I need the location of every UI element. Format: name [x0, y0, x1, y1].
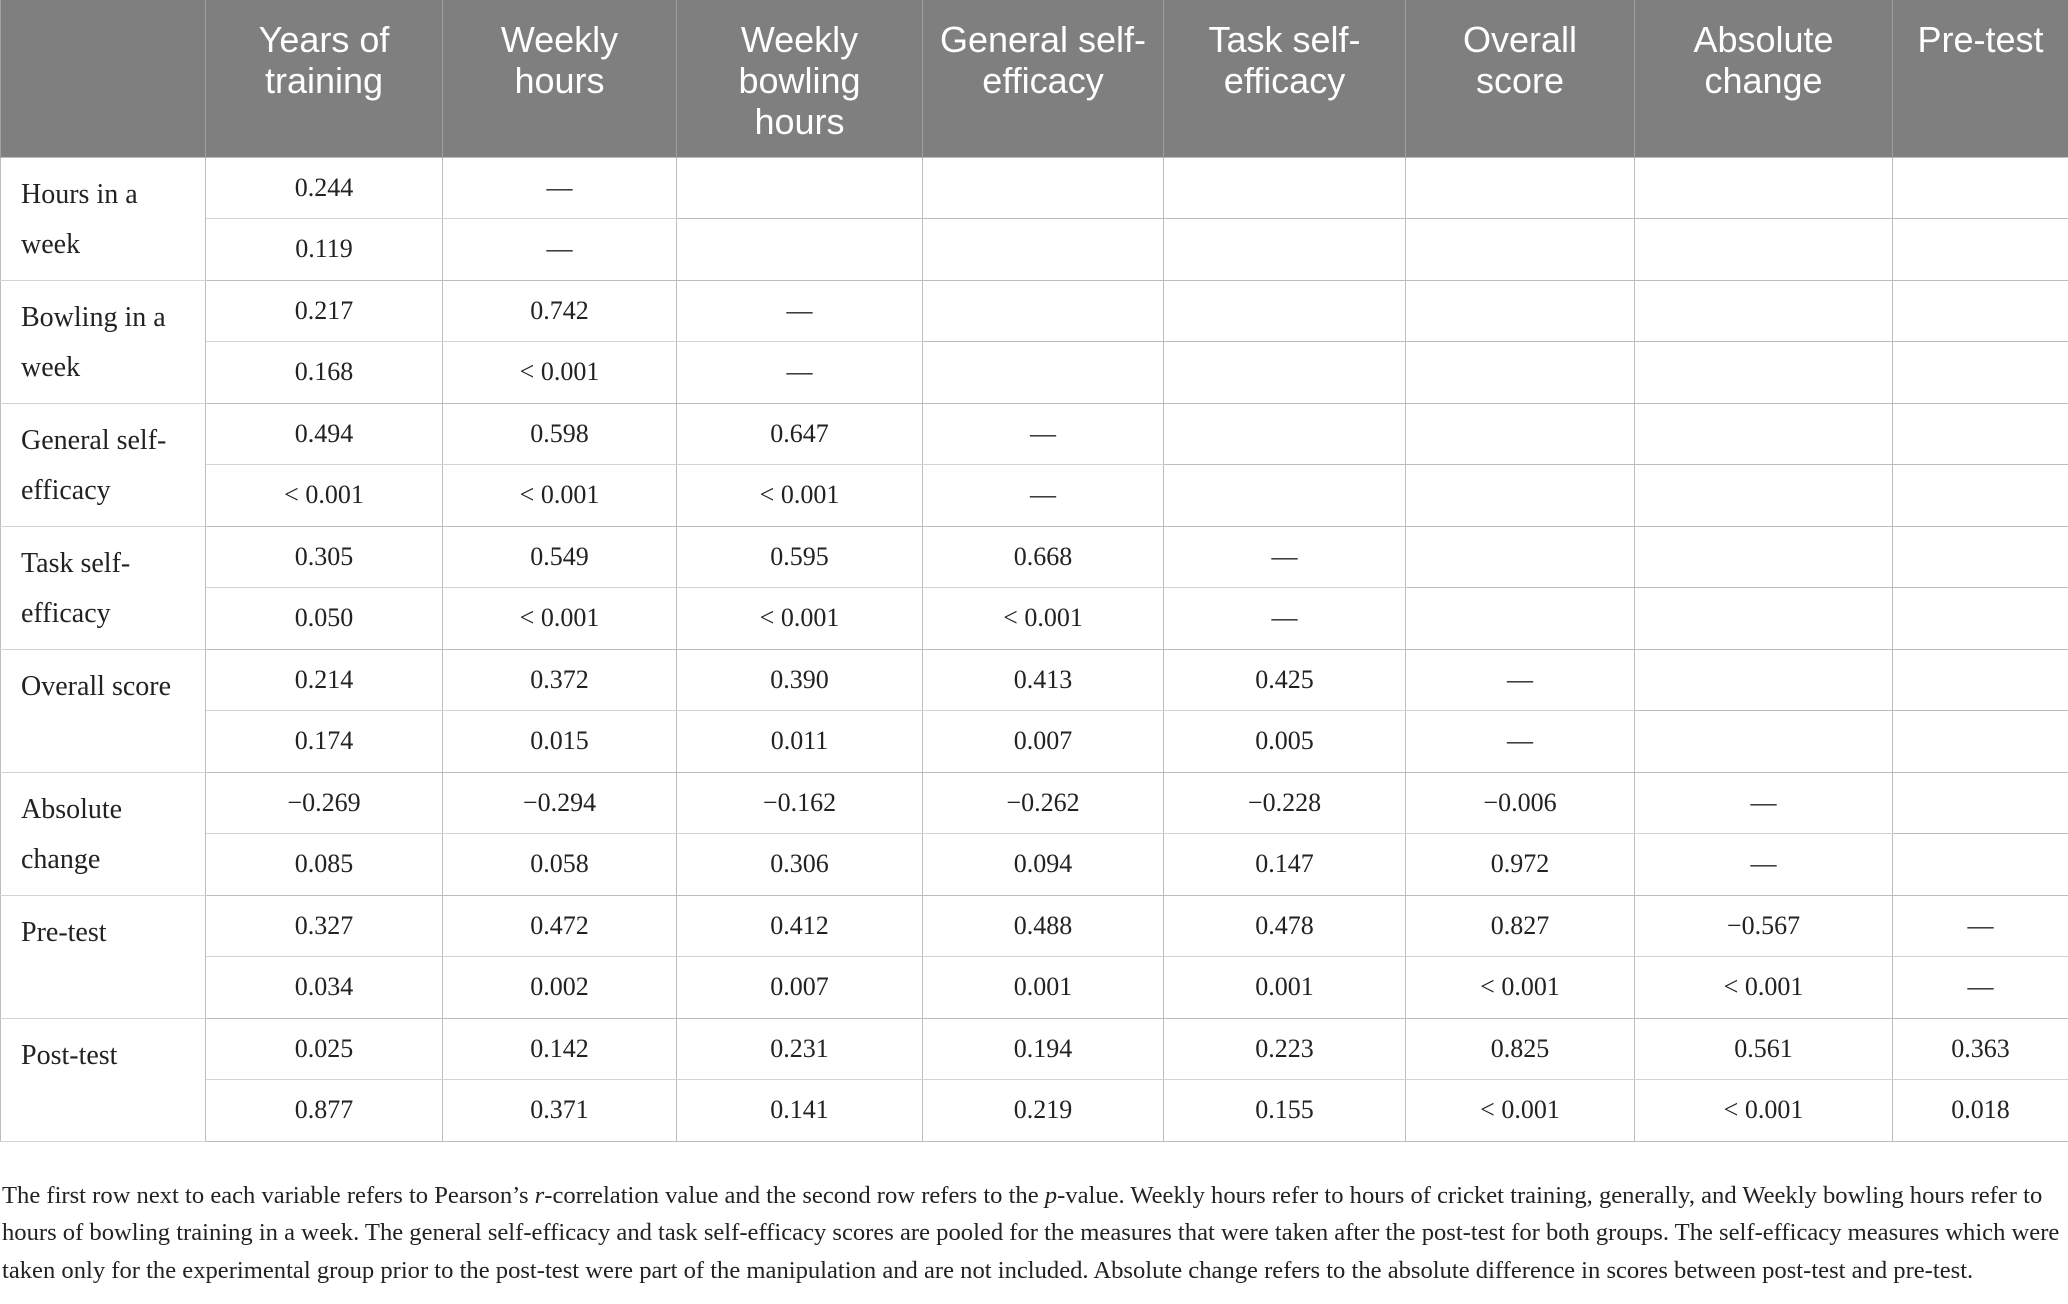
- table-cell-r: −0.162: [677, 772, 923, 834]
- row-label: Post-test: [1, 1018, 206, 1141]
- table-cell-r: 0.413: [923, 649, 1164, 711]
- table-cell-r: 0.194: [923, 1018, 1164, 1080]
- table-cell-r: 0.561: [1635, 1018, 1893, 1080]
- table-row-p: [1, 465, 2068, 527]
- table-cell-p: 0.002: [443, 957, 677, 1019]
- table-cell-p: [1635, 588, 1893, 650]
- table-cell-p: —: [1164, 588, 1406, 650]
- table-cell-p: 0.155: [1164, 1080, 1406, 1142]
- header-years-of-training: Years of training: [206, 0, 443, 157]
- header-general-self-efficacy: General self-efficacy: [923, 0, 1164, 157]
- table-cell-p: < 0.001: [443, 588, 677, 650]
- table-cell-p: [1893, 342, 2068, 404]
- table-cell-r: [1893, 280, 2068, 342]
- table-cell-p: [1635, 219, 1893, 281]
- table-cell-r: 0.305: [206, 526, 443, 588]
- table-cell-r: —: [677, 280, 923, 342]
- footnote-italic-p: p: [1044, 1181, 1058, 1209]
- row-label: General self-efficacy: [1, 403, 206, 526]
- footnote-text-2: -correlation value and the second row refers to the: [544, 1181, 1045, 1209]
- table-cell-p: < 0.001: [443, 465, 677, 527]
- table-cell-p: 0.174: [206, 711, 443, 773]
- table-cell-p: [923, 342, 1164, 404]
- header-task-self-efficacy: Task self-efficacy: [1164, 0, 1406, 157]
- table-cell-r: —: [1406, 649, 1635, 711]
- table-cell-r: —: [443, 157, 677, 219]
- table-cell-p: < 0.001: [1635, 1080, 1893, 1142]
- table-cell-p: [1406, 588, 1635, 650]
- table-cell-p: < 0.001: [677, 588, 923, 650]
- table-cell-r: 0.412: [677, 895, 923, 957]
- footnote-text-1: The first row next to each variable refers to Pearson’s: [2, 1181, 535, 1209]
- table-cell-p: 0.005: [1164, 711, 1406, 773]
- table-body: [1, 157, 2068, 1141]
- header-absolute-change: Absolute change: [1635, 0, 1893, 157]
- table-row-p: [1, 588, 2068, 650]
- table-cell-p: [1635, 342, 1893, 404]
- table-cell-r: 0.244: [206, 157, 443, 219]
- table-cell-p: 0.141: [677, 1080, 923, 1142]
- footnote-text-3: -value. Weekly hours refer to hours of cricket training, generally, and Weekly bowling hours refer to hours of bowling training in a week. The general self-efficacy and task self-efficacy scores are pooled for the measures that were taken after the post-test for both groups. The self-efficacy measures which were taken only for the experimental group prior to the post-test were part of the manipulation and are not included. Absolute change refers to the absolute difference in scores between post-test and pre-test.: [2, 1181, 2060, 1284]
- header-weekly-bowling-hours: Weekly bowling hours: [677, 0, 923, 157]
- table-cell-p: —: [443, 219, 677, 281]
- table-cell-p: 0.219: [923, 1080, 1164, 1142]
- table-cell-r: 0.595: [677, 526, 923, 588]
- table-cell-r: [923, 280, 1164, 342]
- table-cell-p: —: [1893, 957, 2068, 1019]
- table-cell-p: 0.085: [206, 834, 443, 896]
- row-label: Hours in a week: [1, 157, 206, 280]
- table-cell-p: 0.007: [923, 711, 1164, 773]
- footnote-italic-r: r: [534, 1181, 545, 1209]
- table-cell-r: −0.006: [1406, 772, 1635, 834]
- table-cell-p: < 0.001: [443, 342, 677, 404]
- table-cell-r: 0.488: [923, 895, 1164, 957]
- table-cell-r: [1635, 526, 1893, 588]
- table-cell-p: —: [1406, 711, 1635, 773]
- table-row-p: [1, 957, 2068, 1019]
- table-cell-p: 0.972: [1406, 834, 1635, 896]
- table-row-r: [1, 157, 2068, 219]
- table-cell-p: [1406, 342, 1635, 404]
- table-cell-p: [1164, 342, 1406, 404]
- table-cell-p: [1406, 219, 1635, 281]
- table-row-p: [1, 342, 2068, 404]
- table-row-r: [1, 649, 2068, 711]
- table-cell-r: 0.494: [206, 403, 443, 465]
- table-row-p: [1, 1080, 2068, 1142]
- table-cell-p: [1893, 219, 2068, 281]
- table-cell-p: [1893, 834, 2068, 896]
- table-cell-r: 0.327: [206, 895, 443, 957]
- table-cell-r: [1164, 403, 1406, 465]
- table-cell-p: —: [1635, 834, 1893, 896]
- table-cell-p: < 0.001: [206, 465, 443, 527]
- table-cell-p: < 0.001: [923, 588, 1164, 650]
- table-cell-p: [677, 219, 923, 281]
- table-cell-r: 0.372: [443, 649, 677, 711]
- table-cell-r: 0.217: [206, 280, 443, 342]
- table-cell-r: 0.825: [1406, 1018, 1635, 1080]
- table-row-p: [1, 219, 2068, 281]
- table-cell-r: [1893, 157, 2068, 219]
- table-cell-r: —: [923, 403, 1164, 465]
- table-cell-r: [1635, 649, 1893, 711]
- table-cell-r: 0.425: [1164, 649, 1406, 711]
- table-cell-r: 0.390: [677, 649, 923, 711]
- header-overall-score: Overall score: [1406, 0, 1635, 157]
- table-row-r: [1, 895, 2068, 957]
- table-cell-r: [1893, 772, 2068, 834]
- table-cell-r: [677, 157, 923, 219]
- table-cell-p: [1406, 465, 1635, 527]
- table-cell-p: < 0.001: [1406, 1080, 1635, 1142]
- table-row-r: [1, 1018, 2068, 1080]
- table-cell-p: 0.001: [923, 957, 1164, 1019]
- table-cell-p: < 0.001: [1635, 957, 1893, 1019]
- table-row-r: [1, 772, 2068, 834]
- table-cell-p: < 0.001: [1406, 957, 1635, 1019]
- table-cell-p: 0.034: [206, 957, 443, 1019]
- table-cell-r: [1164, 280, 1406, 342]
- table-cell-r: [1164, 157, 1406, 219]
- table-cell-p: [1164, 465, 1406, 527]
- table-cell-r: [1406, 403, 1635, 465]
- table-cell-p: 0.119: [206, 219, 443, 281]
- table-cell-r: 0.827: [1406, 895, 1635, 957]
- table-cell-r: —: [1164, 526, 1406, 588]
- table-cell-r: 0.142: [443, 1018, 677, 1080]
- row-label: Task self-efficacy: [1, 526, 206, 649]
- table-cell-r: 0.549: [443, 526, 677, 588]
- table-cell-r: −0.269: [206, 772, 443, 834]
- table-cell-r: −0.228: [1164, 772, 1406, 834]
- table-cell-p: [923, 219, 1164, 281]
- table-cell-p: < 0.001: [677, 465, 923, 527]
- row-label: Pre-test: [1, 895, 206, 1018]
- table-cell-p: 0.001: [1164, 957, 1406, 1019]
- table-cell-p: [1164, 219, 1406, 281]
- table-cell-p: 0.018: [1893, 1080, 2068, 1142]
- table-cell-p: 0.306: [677, 834, 923, 896]
- table-cell-r: [1635, 280, 1893, 342]
- table-cell-r: 0.647: [677, 403, 923, 465]
- table-cell-r: 0.214: [206, 649, 443, 711]
- table-row-p: [1, 711, 2068, 773]
- table-cell-r: 0.598: [443, 403, 677, 465]
- table-cell-r: 0.478: [1164, 895, 1406, 957]
- table-cell-r: [1893, 526, 2068, 588]
- header-pre-test: Pre-test: [1893, 0, 2068, 157]
- table-cell-p: 0.007: [677, 957, 923, 1019]
- table-cell-r: 0.223: [1164, 1018, 1406, 1080]
- table-cell-p: [1893, 588, 2068, 650]
- table-cell-r: [1635, 157, 1893, 219]
- row-label: Overall score: [1, 649, 206, 772]
- table-cell-p: 0.371: [443, 1080, 677, 1142]
- table-cell-r: —: [1635, 772, 1893, 834]
- table-cell-r: [923, 157, 1164, 219]
- table-cell-r: [1406, 526, 1635, 588]
- row-label: Absolute change: [1, 772, 206, 895]
- table-cell-r: 0.231: [677, 1018, 923, 1080]
- table-cell-p: [1893, 465, 2068, 527]
- row-label: Bowling in a week: [1, 280, 206, 403]
- table-cell-r: 0.668: [923, 526, 1164, 588]
- table-cell-r: [1893, 649, 2068, 711]
- table-row-r: [1, 403, 2068, 465]
- table-cell-r: [1893, 403, 2068, 465]
- table-cell-p: [1635, 711, 1893, 773]
- table-cell-p: —: [923, 465, 1164, 527]
- table-cell-r: −0.567: [1635, 895, 1893, 957]
- table-cell-p: —: [677, 342, 923, 404]
- table-cell-p: 0.147: [1164, 834, 1406, 896]
- table-row-p: [1, 834, 2068, 896]
- table-cell-p: 0.877: [206, 1080, 443, 1142]
- table-cell-r: 0.742: [443, 280, 677, 342]
- table-cell-r: [1406, 157, 1635, 219]
- header-row: [1, 0, 2068, 157]
- table-row-r: [1, 280, 2068, 342]
- table-cell-r: −0.294: [443, 772, 677, 834]
- table-cell-r: 0.363: [1893, 1018, 2068, 1080]
- table-cell-p: 0.058: [443, 834, 677, 896]
- table-cell-r: [1635, 403, 1893, 465]
- table-cell-r: —: [1893, 895, 2068, 957]
- header-weekly-hours: Weekly hours: [443, 0, 677, 157]
- table-footnote: [0, 1177, 2068, 1290]
- table-row-r: [1, 526, 2068, 588]
- table-cell-p: [1635, 465, 1893, 527]
- table-cell-r: −0.262: [923, 772, 1164, 834]
- header-empty: [1, 0, 206, 157]
- table-cell-p: 0.050: [206, 588, 443, 650]
- table-cell-p: 0.011: [677, 711, 923, 773]
- table-cell-r: [1406, 280, 1635, 342]
- table-cell-p: 0.015: [443, 711, 677, 773]
- table-cell-p: [1893, 711, 2068, 773]
- table-cell-p: 0.094: [923, 834, 1164, 896]
- table-cell-r: 0.472: [443, 895, 677, 957]
- table-cell-r: 0.025: [206, 1018, 443, 1080]
- table-cell-p: 0.168: [206, 342, 443, 404]
